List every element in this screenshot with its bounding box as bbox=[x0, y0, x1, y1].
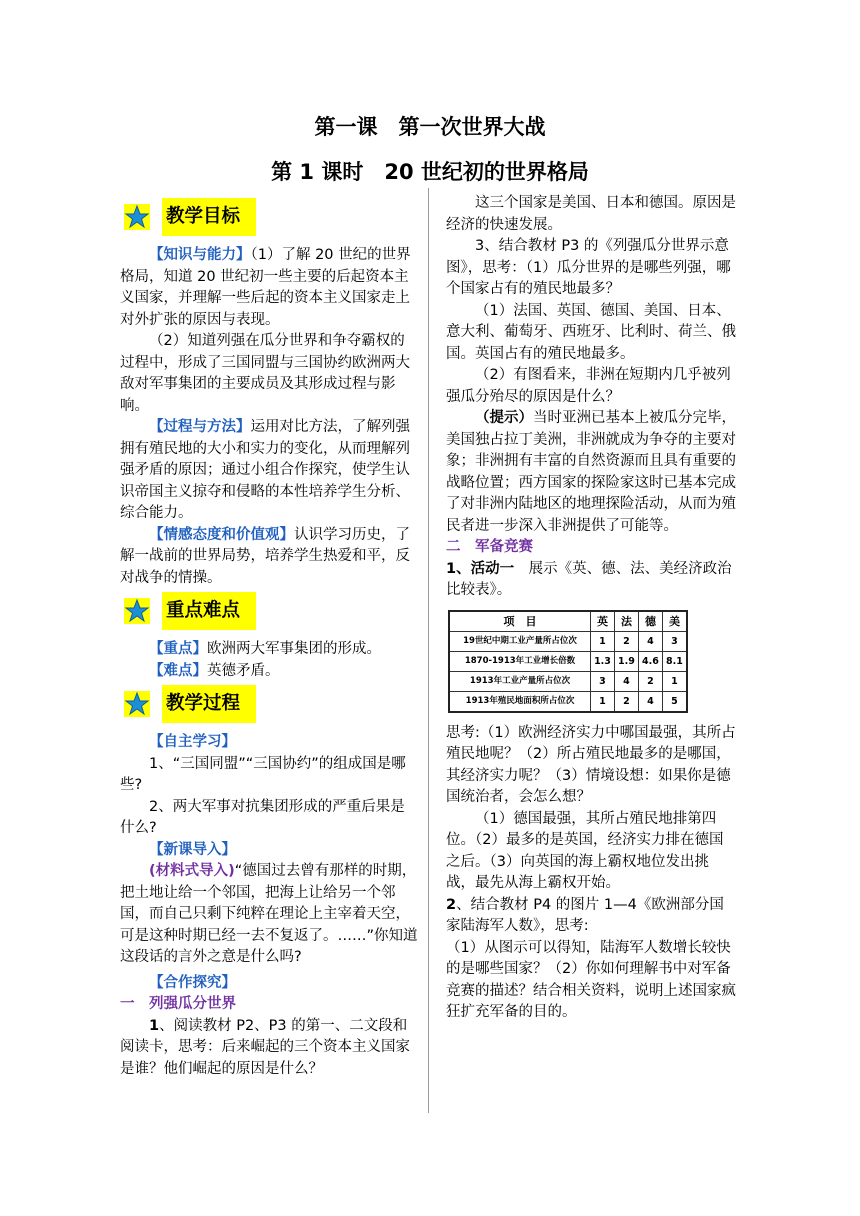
table-row bbox=[449, 671, 687, 691]
label-hint: （提示） bbox=[475, 410, 533, 426]
label-coop: 【合作探究】 bbox=[149, 974, 236, 991]
table-header: 法 bbox=[614, 611, 638, 632]
table-row bbox=[449, 631, 687, 651]
paragraph-task-2: 2、结合教材 P4 的图片 1—4《欧洲部分国家陆海军人数》，思考: bbox=[446, 896, 724, 934]
paragraph-hint bbox=[446, 408, 736, 537]
table-cell: 3 bbox=[591, 671, 615, 691]
answer-1: 这三个国家是美国、日本和德国。原因是经济的快速发展。 bbox=[446, 195, 736, 233]
text-activity: 展示《英、德、法、美经济政治比较表》。 bbox=[446, 560, 732, 598]
text-ability: （1）了解 20 世纪的世界格局，知道 20 世纪初一些主要的后起资本主义国家，并理解一些后起的资本主义国家走上对外扩张的原因与表现。 bbox=[120, 247, 411, 328]
table-cell: 5 bbox=[662, 691, 687, 712]
answer-3: （1）法国、英国、德国、美国、日本、意大利、葡萄牙、西班牙、比利时、荷兰、俄国。英国占有的殖民地最多。 bbox=[446, 302, 736, 362]
paragraph-task-2-questions: （1）从图示可以得知，陆海军人数增长较快的是哪些国家？（2）你如何理解书中对军备竞赛的描述？结合相关资料，说明上述国家疯狂扩充军备的目的。 bbox=[446, 939, 736, 1020]
star-icon bbox=[124, 204, 150, 230]
text-method: 运用对比方法，了解列强拥有殖民地的大小和实力的变化，从而理解列强矛盾的原因；通过小组合作探究，使学生认识帝国主义掠夺和侵略的本性培养学生分析、综合能力。 bbox=[120, 419, 410, 521]
table-cell: 2 bbox=[638, 671, 662, 691]
label-difficulty: 【难点】 bbox=[149, 662, 207, 679]
paragraph-material bbox=[120, 861, 418, 969]
heading-arms-race: 二 军备竞赛 bbox=[446, 539, 533, 555]
table-header: 美 bbox=[662, 611, 687, 632]
table-cell: 4 bbox=[638, 691, 662, 712]
label-self-study: 【自主学习】 bbox=[149, 734, 236, 750]
label-material: (材料式导入) bbox=[149, 863, 235, 879]
table-cell: 1 bbox=[662, 671, 687, 691]
text-key-point: 欧洲两大军事集团的形成。 bbox=[207, 641, 381, 657]
paragraph-think: 思考:（1）欧洲经济实力中哪国最强，其所占殖民地呢？（2）所占殖民地最多的是哪国，其经济实力呢？（3）情境设想：如果你是德国统治者，会怎么想？ bbox=[446, 724, 736, 805]
section-heading-goals bbox=[120, 197, 418, 237]
left-column bbox=[120, 195, 418, 1080]
label-key-point: 【重点】 bbox=[149, 641, 207, 657]
text-hint: 当时亚洲已基本上被瓜分完毕，美国独占拉丁美洲，非洲就成为争夺的主要对象；非洲拥有丰富的自然资源而且具有重要的战略位置；西方国家的探险家这时已基本完成了对非洲内陆地区的地理探险活动，从而为殖民者进一步深入非洲提供了可能等。 bbox=[446, 410, 736, 534]
paragraph-emotion bbox=[120, 525, 418, 590]
section-title: 教学过程 bbox=[162, 685, 256, 723]
table-cell: 1 bbox=[591, 691, 615, 712]
label-method: 【过程与方法】 bbox=[149, 419, 251, 435]
paragraph-reading: 1、阅读教材 P2、P3 的第一、二文段和阅读卡，思考：后来崛起的三个资本主义国家是谁？他们崛起的原因是什么？ bbox=[120, 1017, 410, 1077]
table-cell: 1870-1913年工业增长倍数 bbox=[449, 651, 591, 671]
question-2: 2、两大军事对抗集团形成的严重后果是什么? bbox=[120, 798, 405, 836]
table-cell: 1.3 bbox=[591, 651, 615, 671]
table-cell: 4 bbox=[614, 671, 638, 691]
table-cell: 8.1 bbox=[662, 651, 687, 671]
lesson-subtitle: 第 1 课时 20 世纪初的世界格局 bbox=[271, 160, 589, 184]
paragraph-method bbox=[120, 417, 418, 525]
question-3: 3、结合教材 P3 的《列强瓜分世界示意图》，思考：（1）瓜分世界的是哪些列强，哪个国家占有的殖民地最多？ bbox=[446, 238, 731, 297]
table-header: 项 目 bbox=[449, 611, 591, 632]
paragraph-key-point bbox=[120, 639, 418, 661]
question-3b: （2）有图看来，非洲在短期内几乎被列强瓜分殆尽的原因是什么？ bbox=[446, 367, 731, 405]
label-emotion: 【情感态度和价值观】 bbox=[149, 526, 294, 543]
right-column bbox=[446, 193, 736, 1024]
answer-think: （1）德国最强，其所占殖民地排第四位。（2）最多的是英国，经济实力排在德国之后。（3）向英国的海上霸权地位发出挑战，最先从海上霸权开始。 bbox=[446, 810, 724, 891]
text-difficulty: 英德矛盾。 bbox=[207, 662, 280, 679]
table-cell: 1913年殖民地面积所占位次 bbox=[449, 691, 591, 712]
star-icon bbox=[124, 691, 150, 717]
table-cell: 1.9 bbox=[614, 651, 638, 671]
table-row bbox=[449, 651, 687, 671]
table-cell: 1 bbox=[591, 631, 615, 651]
section-heading-key bbox=[120, 591, 418, 631]
section-title: 教学目标 bbox=[162, 198, 256, 236]
label-ability: 【知识与能力】 bbox=[149, 247, 251, 263]
comparison-table bbox=[448, 610, 688, 713]
label-intro: 【新课导入】 bbox=[149, 841, 236, 858]
table-row bbox=[449, 691, 687, 712]
question-1: 1、“三国同盟”“三国协约”的组成国是哪些? bbox=[120, 755, 406, 793]
column-divider bbox=[428, 188, 429, 1113]
paragraph-ability bbox=[120, 245, 418, 331]
section-title: 重点难点 bbox=[162, 592, 256, 630]
table-cell: 4.6 bbox=[638, 651, 662, 671]
section-heading-process bbox=[120, 684, 418, 724]
table-header: 英 bbox=[591, 611, 615, 632]
table-header-row bbox=[449, 611, 687, 632]
table-cell: 4 bbox=[638, 631, 662, 651]
table-cell: 2 bbox=[614, 691, 638, 712]
paragraph-difficulty bbox=[120, 661, 418, 683]
paragraph-activity bbox=[446, 559, 736, 602]
star-icon bbox=[124, 598, 150, 624]
lesson-title: 第一课 第一次世界大战 bbox=[314, 115, 546, 139]
table-cell: 1913年工业产量所占位次 bbox=[449, 671, 591, 691]
table-header: 德 bbox=[638, 611, 662, 632]
paragraph-ability-2: （2）知道列强在瓜分世界和争夺霸权的过程中，形成了三国同盟与三国协约欧洲两大敌对军事集团的主要成员及其形成过程与影响。 bbox=[120, 333, 410, 414]
text-emotion: 认识学习历史，了解一战前的世界局势，培养学生热爱和平，反对战争的情操。 bbox=[120, 526, 410, 586]
heading-divide-world: 一 列强瓜分世界 bbox=[120, 996, 236, 1012]
table-cell: 19世纪中期工业产量所占位次 bbox=[449, 631, 591, 651]
table-cell: 3 bbox=[662, 631, 687, 651]
text-material: “德国过去曾有那样的时期，把土地让给一个邻国，把海上让给另一个邻国，而自己只剩下纯粹在理论上主宰着天空，可是这种时期已经一去不复返了。……”你知道这段话的言外之意是什么吗? bbox=[120, 863, 418, 965]
label-activity: 1、活动一 bbox=[446, 560, 515, 577]
table-cell: 2 bbox=[614, 631, 638, 651]
